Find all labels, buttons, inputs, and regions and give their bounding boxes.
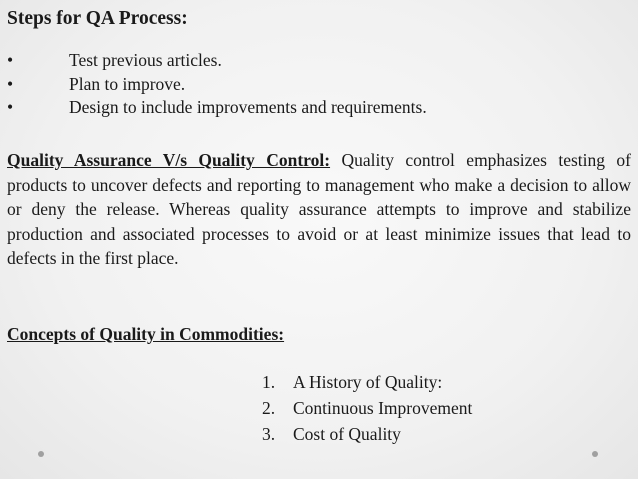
paragraph-body: Quality control emphasizes testing of products to uncover defects and reporting to management who make a decision to allow or deny the release. Whereas quality assurance attempts to improve and stabilize production and associated processes to avoid or at least minimize issues that lead to defects in the first place. <box>7 150 632 268</box>
paragraph-lead: Quality Assurance V/s Quality Control: <box>7 150 331 170</box>
list-item <box>7 73 427 97</box>
qa-steps-list <box>7 49 427 120</box>
concepts-list <box>262 369 472 447</box>
item-number: 1. <box>262 372 276 392</box>
concepts-heading: Concepts of Quality in Commodities: <box>7 324 285 344</box>
item-number: 2. <box>262 398 276 418</box>
bullet-icon: • <box>7 73 14 94</box>
qa-vs-qc-paragraph <box>7 148 631 271</box>
list-item-text: Continuous Improvement <box>293 398 473 418</box>
item-number: 3. <box>262 424 276 444</box>
list-item-text: Plan to improve. <box>69 73 186 94</box>
list-item-text: A History of Quality: <box>293 372 443 392</box>
list-item <box>7 96 427 120</box>
bullet-icon: • <box>7 97 14 117</box>
list-item-text: Test previous articles. <box>69 50 222 70</box>
list-item <box>262 395 472 421</box>
slide-heading: Steps for QA Process: <box>7 8 188 29</box>
list-item <box>262 421 472 447</box>
list-item-text: Design to include improvements and requirements. <box>69 97 427 117</box>
bullet-icon: • <box>7 50 14 70</box>
list-item-text: Cost of Quality <box>293 424 401 444</box>
list-item <box>262 369 472 395</box>
decorative-dot-right <box>592 451 598 457</box>
list-item <box>7 49 427 73</box>
decorative-dot-left <box>38 451 44 457</box>
